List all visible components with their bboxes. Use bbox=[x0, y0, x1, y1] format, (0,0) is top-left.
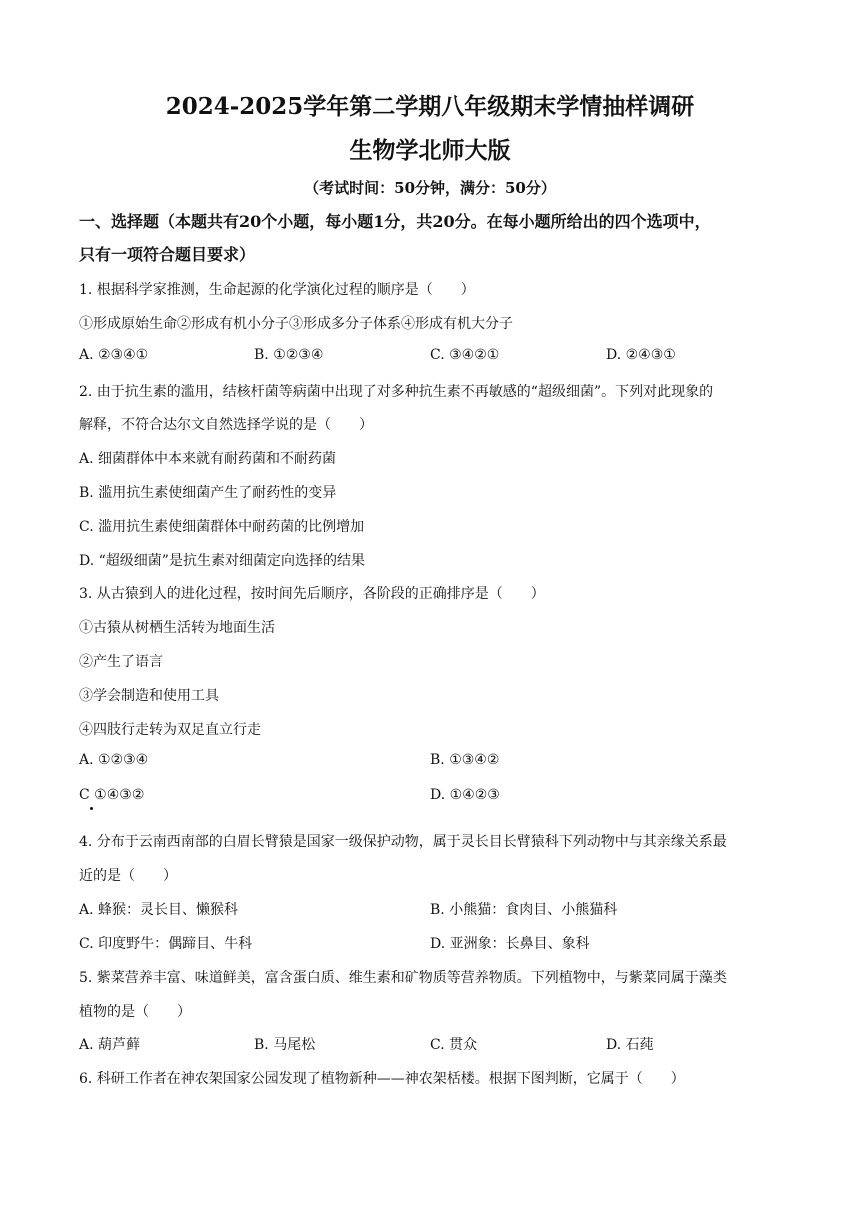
question-1-option-b: B. ①②③④ bbox=[254, 347, 324, 363]
question-3-option-d: D. ①④②③ bbox=[430, 787, 500, 803]
question-3-item-4: ④四肢行走转为双足直立行走 bbox=[79, 722, 261, 738]
question-4-option-c: C. 印度野牛：偶蹄目、牛科 bbox=[79, 936, 253, 952]
question-5-option-c: C. 贯众 bbox=[430, 1037, 478, 1053]
exam-info: （考试时间：50分钟，满分：50分） bbox=[304, 179, 556, 197]
question-3-item-1: ①古猿从树栖生活转为地面生活 bbox=[79, 620, 275, 636]
question-4-option-a: A. 蜂猴：灵长目、懒猴科 bbox=[79, 902, 239, 918]
section-heading bbox=[79, 205, 789, 271]
question-3-option-c: C ①④③② bbox=[79, 787, 145, 803]
question-1-stem: 1. 根据科学家推测，生命起源的化学演化过程的顺序是（ ） bbox=[79, 282, 475, 298]
question-2-option-b: B. 滥用抗生素使细菌产生了耐药性的变异 bbox=[79, 485, 337, 501]
question-1-option-a: A. ②③④① bbox=[79, 347, 149, 363]
page-subtitle: 生物学北师大版 bbox=[349, 137, 511, 164]
page-title: 2024-2025学年第二学期八年级期末学情抽样调研 bbox=[165, 93, 695, 120]
question-3-stem: 3. 从古猿到人的进化过程，按时间先后顺序，各阶段的正确排序是（ ） bbox=[79, 586, 545, 602]
question-2-stem-line1: 2. 由于抗生素的滥用，结核杆菌等病菌中出现了对多种抗生素不再敏感的“超级细菌”。下列对此现象的 bbox=[79, 384, 714, 400]
question-4-stem-line1: 4. 分布于云南西南部的白眉长臂猿是国家一级保护动物，属于灵长目长臂猿科下列动物中与其亲缘关系最 bbox=[79, 834, 727, 850]
question-3-option-b: B. ①③④② bbox=[430, 752, 500, 768]
question-6-stem: 6. 科研工作者在神农架国家公园发现了植物新种——神农架栝楼。根据下图判断，它属于（ ） bbox=[79, 1071, 685, 1087]
question-2-option-a: A. 细菌群体中本来就有耐药菌和不耐药菌 bbox=[79, 451, 337, 467]
question-5-option-a: A. 葫芦藓 bbox=[79, 1037, 141, 1053]
question-5-stem-line1: 5. 紫菜营养丰富、味道鲜美，富含蛋白质、维生素和矿物质等营养物质。下列植物中，与紫菜同属于藻类 bbox=[79, 970, 727, 986]
question-4-option-d: D. 亚洲象：长鼻目、象科 bbox=[430, 936, 590, 952]
question-5-stem-line2: 植物的是（ ） bbox=[79, 1004, 191, 1020]
question-3-option-a: A. ①②③④ bbox=[79, 752, 149, 768]
question-5-option-b: B. 马尾松 bbox=[254, 1037, 316, 1053]
question-2-option-c: C. 滥用抗生素使细菌群体中耐药菌的比例增加 bbox=[79, 519, 365, 535]
question-4-option-b: B. 小熊猫：食肉目、小熊猫科 bbox=[430, 902, 618, 918]
question-2-option-d: D. “超级细菌”是抗生素对细菌定向选择的结果 bbox=[79, 553, 365, 569]
question-2-stem-line2: 解释，不符合达尔文自然选择学说的是（ ） bbox=[79, 417, 373, 433]
question-1-items: ①形成原始生命②形成有机小分子③形成多分子体系④形成有机大分子 bbox=[79, 316, 513, 332]
question-1-option-c: C. ③④②① bbox=[430, 347, 500, 363]
question-3-item-3: ③学会制造和使用工具 bbox=[79, 688, 219, 704]
stray-dot-mark bbox=[90, 807, 93, 810]
question-1-option-d: D. ②④③① bbox=[606, 347, 676, 363]
section-heading-line1: 一、选择题（本题共有20个小题，每小题1分，共20分。在每小题所给出的四个选项中， bbox=[79, 212, 711, 231]
question-5-option-d: D. 石莼 bbox=[606, 1037, 654, 1053]
question-4-stem-line2: 近的是（ ） bbox=[79, 868, 177, 884]
question-3-item-2: ②产生了语言 bbox=[79, 654, 163, 670]
section-heading-line2: 只有一项符合题目要求） bbox=[79, 245, 256, 264]
